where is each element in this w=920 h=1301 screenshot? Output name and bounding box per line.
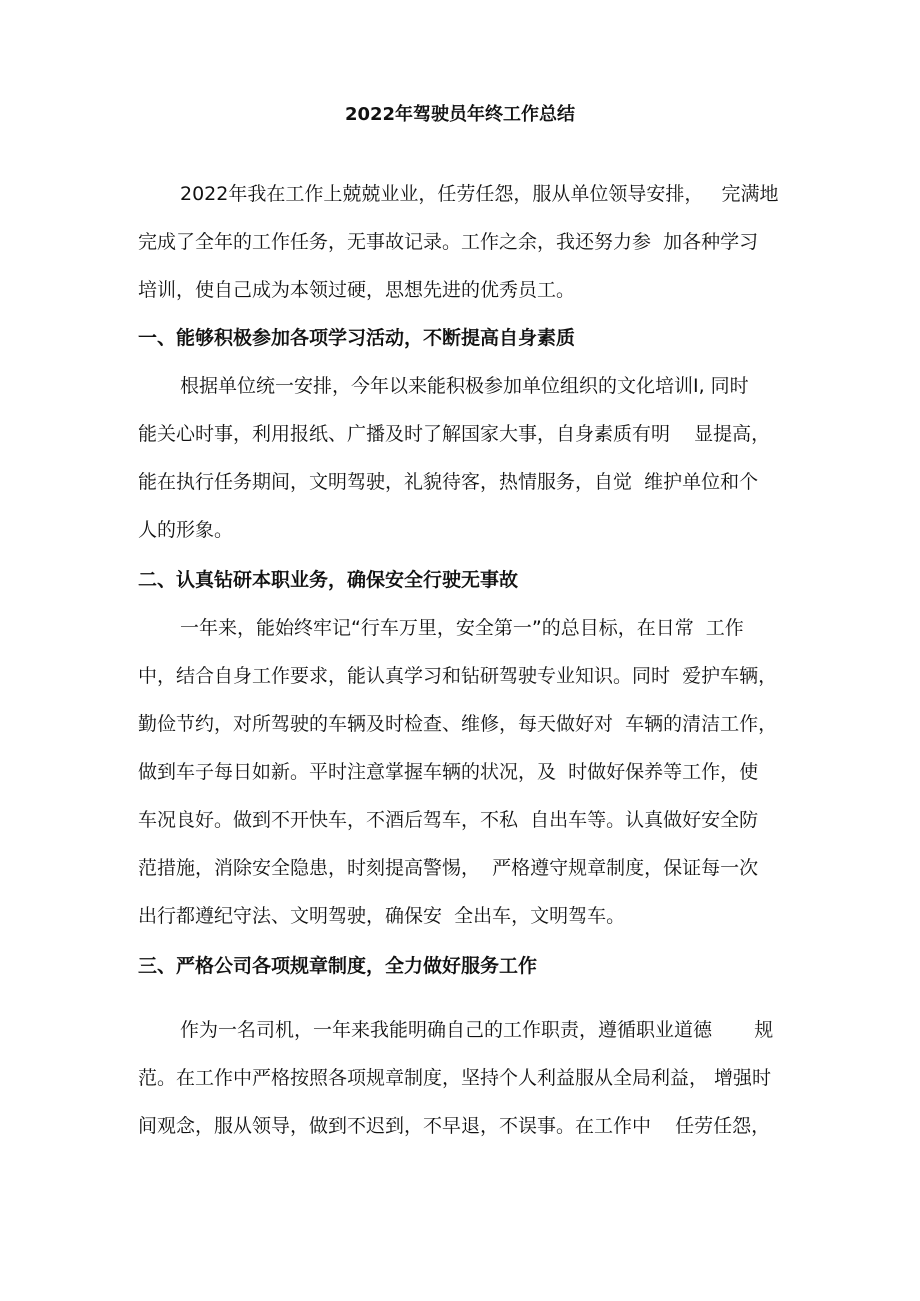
paragraph-line: 间观念，服从领导，做到不迟到，不早退，不误事。在工作中 任劳任怨， bbox=[138, 1115, 771, 1137]
section-heading: 三、严格公司各项规章制度，全力做好服务工作 bbox=[138, 955, 538, 977]
paragraph-line: 作为一名司机，一年来我能明确自己的工作职责，遵循职业道德 规 bbox=[180, 1019, 774, 1041]
section-heading: 二、认真钻研本职业务，确保安全行驶无事故 bbox=[138, 569, 519, 591]
paragraph-line: 出行都遵纪守法、文明驾驶，确保安 全出车，文明驾车。 bbox=[138, 905, 626, 927]
paragraph-line: 中，结合自身工作要求，能认真学习和钻研驾驶专业知识。同时 爱护车辆， bbox=[138, 665, 778, 687]
paragraph-line: 范。在工作中严格按照各项规章制度，坚持个人利益服从全局利益， 增强时 bbox=[138, 1067, 772, 1089]
paragraph-line: 勤俭节约，对所驾驶的车辆及时检查、维修，每天做好对 车辆的清洁工作， bbox=[138, 713, 778, 735]
paragraph-line: 车况良好。做到不开快车，不酒后驾车，不私 自出车等。认真做好安全防 bbox=[138, 809, 759, 831]
paragraph-line: 能关心时事，利用报纸、广播及时了解国家大事，自身素质有明 显提高， bbox=[138, 423, 771, 445]
paragraph-line: 做到车子每日如新。平时注意掌握车辆的状况，及 时做好保养等工作，使 bbox=[138, 761, 759, 783]
paragraph-line: 根据单位统一安排，今年以来能积极参加单位组织的文化培训I, 同时 bbox=[180, 375, 749, 397]
intro-line: 完成了全年的工作任务，无事故记录。工作之余，我还努力参 加各种学习 bbox=[138, 231, 759, 253]
intro-line: 培训，使自己成为本领过硬，思想先进的优秀员工。 bbox=[138, 279, 576, 301]
paragraph-line: 一年来，能始终牢记“行车万里，安全第一”的总目标，在日常 工作 bbox=[180, 617, 744, 639]
paragraph-line: 人的形象。 bbox=[138, 519, 234, 541]
document-title: 2022年驾驶员年终工作总结 bbox=[344, 104, 576, 125]
intro-line: 2022年我在工作上兢兢业业，任劳任怨，服从单位领导安排， 完满地 bbox=[180, 183, 779, 205]
paragraph-line: 范措施，消除安全隐患，时刻提高警惕， 严格遵守规章制度，保证每一次 bbox=[138, 857, 759, 879]
section-heading: 一、能够积极参加各项学习活动，不断提高自身素质 bbox=[138, 327, 576, 349]
paragraph-line: 能在执行任务期间，文明驾驶，礼貌待客，热情服务，自觉 维护单位和个 bbox=[138, 471, 759, 493]
